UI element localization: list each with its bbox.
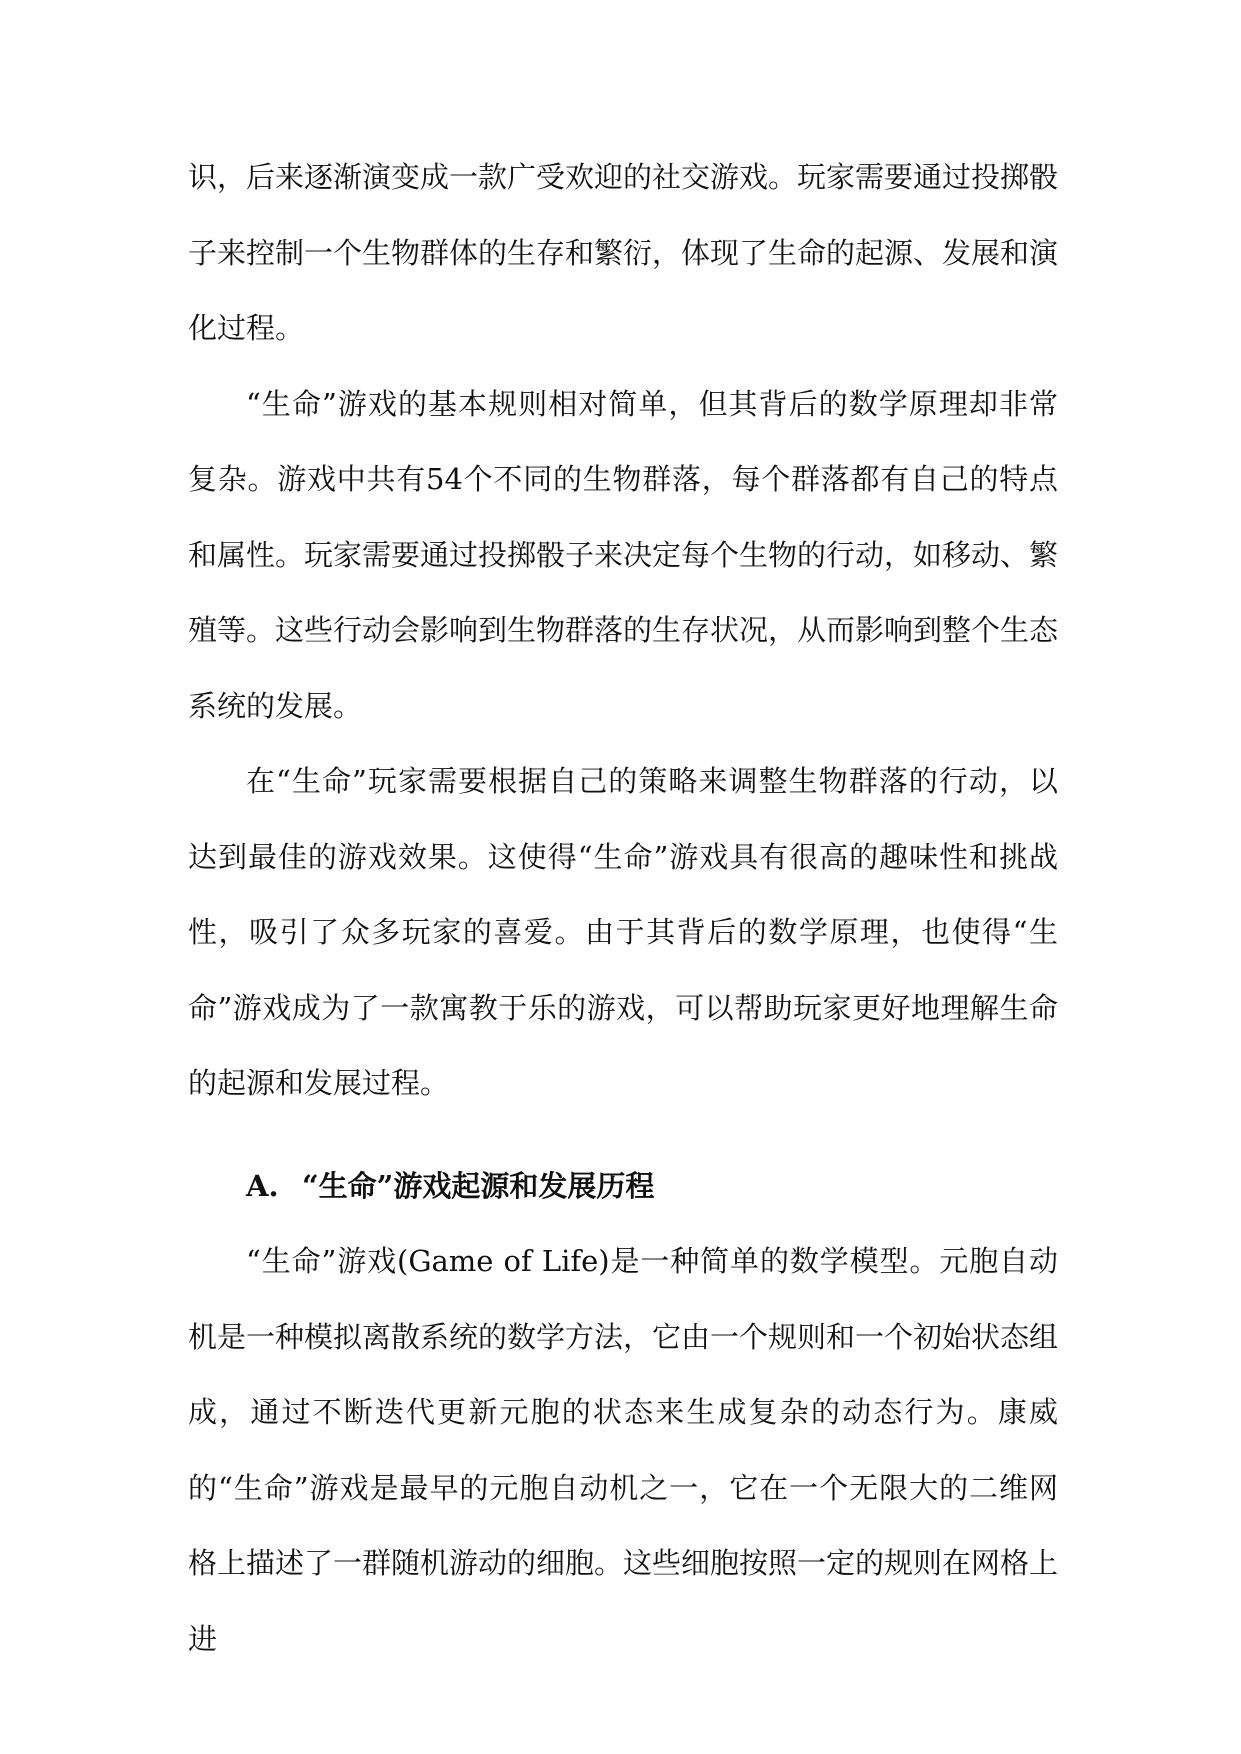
section-title: “生命”游戏起源和发展历程 — [302, 1168, 655, 1203]
paragraph-2: “生命”游戏的基本规则相对简单，但其背后的数学原理却非常复杂。游戏中共有54个不同的生物群落，每个群落都有自己的特点和属性。玩家需要通过投掷骰子来决定每个生物的行动，如移动、繁殖等。这些行动会影响到生物群落的生存状况，从而影响到整个生态系统的发展。 — [188, 386, 1059, 723]
section-number: A. — [246, 1168, 279, 1203]
document-page — [188, 140, 1058, 1677]
paragraph-4: “生命”游戏(Game of Life)是一种简单的数学模型。元胞自动机是一种模拟离散系统的数学方法，它由一个规则和一个初始状态组成，通过不断迭代更新元胞的状态来生成复杂的动态行为。康威的“生命”游戏是最早的元胞自动机之一，它在一个无限大的二维网格上描述了一群随机游动的细胞。这些细胞按照一定的规则在网格上进 — [188, 1244, 1059, 1656]
paragraph-1: 识，后来逐渐演变成一款广受欢迎的社交游戏。玩家需要通过投掷骰子来控制一个生物群体的生存和繁衍，体现了生命的起源、发展和演化过程。 — [188, 160, 1059, 345]
paragraph-3: 在“生命”玩家需要根据自己的策略来调整生物群落的行动，以达到最佳的游戏效果。这使得“生命”游戏具有很高的趣味性和挑战性，吸引了众多玩家的喜爱。由于其背后的数学原理，也使得“生命”游戏成为了一款寓教于乐的游戏，可以帮助玩家更好地理解生命的起源和发展过程。 — [188, 764, 1058, 1100]
section-heading — [188, 1149, 1058, 1225]
